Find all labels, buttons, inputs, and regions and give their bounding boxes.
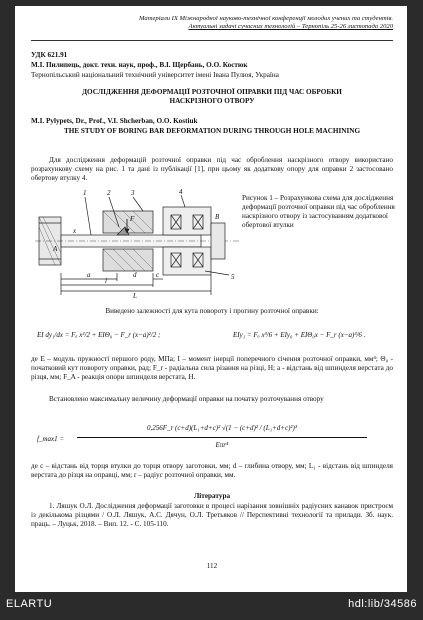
diagram-label-a: a <box>87 271 91 279</box>
repository-footer <box>0 592 423 620</box>
authors-en: M.I. Pylypets, Dr., Prof., V.I. Shcherban, O.O. Kostiuk <box>31 117 198 125</box>
equation-deflection: EIy₁ = Fₐ x³/6 + EIy₀ + EIΘ₀x − F_r (x−a)³/6 . <box>233 331 366 339</box>
equation-max-lhs: f_max1 = <box>37 435 65 443</box>
page-number: 112 <box>206 562 218 570</box>
diagram-label-1: 1 <box>83 189 87 197</box>
equation-max-numerator: 0,256F_r (c+d)(L₁+d+c)² √(1 − (c+d)² / (L₁+d+c)²)³ <box>147 424 297 432</box>
reference-1: 1. Ляшук О.Л. Дослідження деформації заготовки в процесі нарізання зовнішніх радіусних канавок пристроєм із декількома різцями / О.Л. Ляшук, А.С. Дячун, О.Л. Третьяков // Перспективні технології та прилади. Зб. наук. праць. – Луцьк, 2018. – Вип. 12. - С. 105-110. <box>31 502 393 528</box>
diagram-label-2: 2 <box>107 189 111 197</box>
paragraph-intro: Для дослідження деформацій розточної оправки під час оброблення наскрізного отвору використано розрахункову схему на рис. 1 та дані із публікації [1], при цьому як додаткову опору для оправки 2 застосовано обертову втулку 4. <box>31 156 393 182</box>
references-heading: Література <box>193 492 231 500</box>
paragraph-notation: де c – відстань від торця втулки до торця отвору заготовки, мм; d – глибина отвору, мм; L₁ - відстань від шпинделя верстата до різця на оправці, мм; r – радіус розточної оправки, мм. <box>31 462 393 479</box>
header-line-1: Матеріали ІХ Міжнародної науково-технічної конференції молодих учених та студентів. <box>139 15 393 22</box>
udc-code: УДК 621.91 <box>31 51 68 59</box>
paragraph-variables: де E – модуль пружності першого роду, МПа; I – момент інерції поперечного січення розточної оправки, мм⁴; Θ₀ - початковий кут повороту оправки, рад; F_r - радіальна сила різання на різці, Н; a - відстань від шпинделя верстата до різця, мм; F_A - реакція опори шпинделя верстата, Н. <box>31 355 393 381</box>
handle-id: hdl:lib/34586 <box>348 598 417 610</box>
diagram-label-5: 5 <box>231 273 235 281</box>
title-en: THE STUDY OF BORING BAR DEFORMATION DURING THROUGH HOLE MACHINING <box>63 127 361 135</box>
diagram-label-F: F <box>130 215 135 223</box>
figure-caption: Рисунок 1 – Розрахункова схема для дослідження деформації розточної оправки під час оброблення наскрізного отвору із застосуванням додаткової обертової втулки <box>242 194 395 229</box>
running-header <box>31 15 393 31</box>
diagram-label-x: x <box>73 227 77 235</box>
repository-name: ELARTU <box>6 598 53 610</box>
diagram-label-B: B <box>215 213 220 221</box>
authors-ua: М.І. Пилипець, докт. техн. наук, проф., В.І. Щербань, О.О. Костюк <box>31 61 248 69</box>
diagram-label-d: d <box>133 271 137 279</box>
boring-bar-diagram <box>33 187 243 301</box>
paragraph-max-deformation: Встановлено максимальну величину деформації оправки на початку розточування отвору <box>49 395 324 403</box>
diagram-label-l: l <box>105 277 107 285</box>
equation-slope: EI dy₁/dx = Fₐ x²/2 + EIΘ₀ − F_r (x−a)²/2 ; <box>37 331 161 339</box>
header-divider <box>31 40 393 41</box>
diagram-label-3: 3 <box>131 189 135 197</box>
fraction-bar <box>77 437 367 438</box>
diagram-label-A: A <box>53 245 58 253</box>
diagram-label-L: L <box>133 292 137 300</box>
diagram-label-c: c <box>156 271 160 279</box>
affiliation: Тернопільський національний технічний університет імені Івана Пулюя, Україна <box>31 71 279 79</box>
equation-max-denominator: Eπr⁴ <box>215 441 229 449</box>
diagram-label-4: 4 <box>179 188 183 196</box>
header-line-2: Актуальні задачі сучасних технологій – Тернопіль 25-26 листопада 2020 <box>188 23 393 31</box>
title-ua: ДОСЛІДЖЕННЯ ДЕФОРМАЦІЇ РОЗТОЧНОЇ ОПРАВКИ ПІД ЧАС ОБРОБКИ НАСКРІЗНОГО ОТВОРУ <box>82 88 342 105</box>
document-page <box>15 6 407 592</box>
paragraph-derivation: Виведено залежності для кута повороту і прогину розточної оправки: <box>105 307 319 315</box>
